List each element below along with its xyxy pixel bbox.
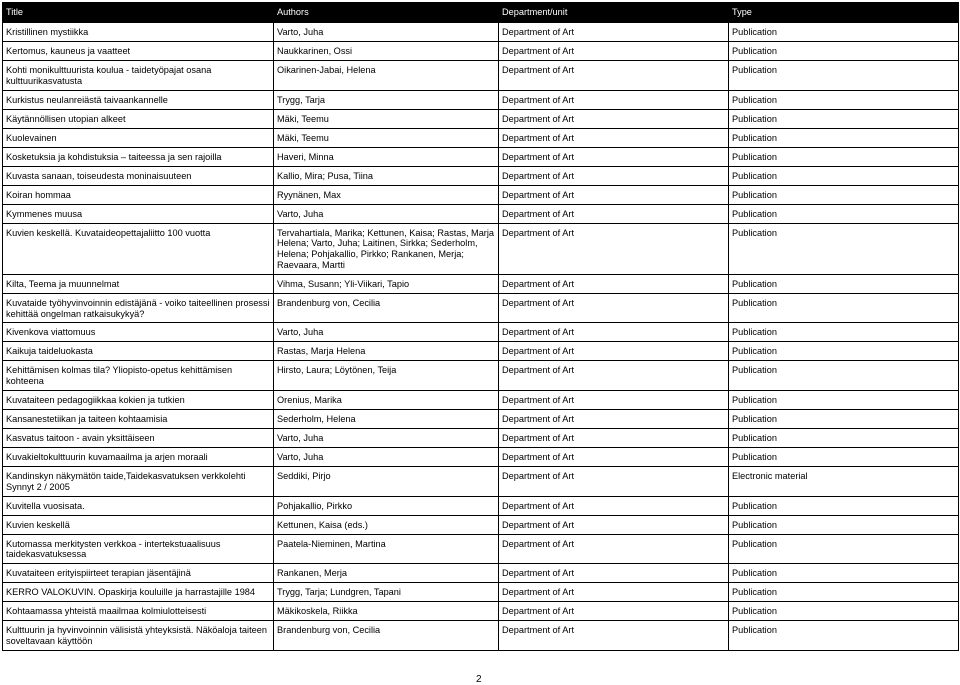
cell-authors: Tervahartiala, Marika; Kettunen, Kaisa; Rastas, Marja Helena; Varto, Juha; Laitinen, Sirkka; Sederholm, Helena; Pohjakallio, Pirkko; Rankanen, Merja; Raevaara, Martti <box>274 223 499 274</box>
cell-authors: Brandenburg von, Cecilia <box>274 621 499 651</box>
cell-title: Kansanestetiikan ja taiteen kohtaamisia <box>3 409 274 428</box>
cell-department: Department of Art <box>499 293 729 323</box>
cell-title: Kymmenes muusa <box>3 204 274 223</box>
cell-department: Department of Art <box>499 128 729 147</box>
cell-department: Department of Art <box>499 564 729 583</box>
column-header-department: Department/unit <box>499 3 729 23</box>
cell-type: Publication <box>729 390 959 409</box>
table-row <box>3 166 959 185</box>
cell-title: Kutomassa merkitysten verkkoa - intertekstuaalisuus taidekasvatuksessa <box>3 534 274 564</box>
cell-authors: Trygg, Tarja <box>274 90 499 109</box>
cell-title: Kaikuja taideluokasta <box>3 342 274 361</box>
cell-department: Department of Art <box>499 274 729 293</box>
cell-title: Kuvasta sanaan, toiseudesta moninaisuuteen <box>3 166 274 185</box>
cell-title: Kuvien keskellä. Kuvataideopettajaliitto 100 vuotta <box>3 223 274 274</box>
table-row <box>3 428 959 447</box>
cell-type: Publication <box>729 496 959 515</box>
cell-type: Publication <box>729 204 959 223</box>
cell-title: Kosketuksia ja kohdistuksia – taiteessa ja sen rajoilla <box>3 147 274 166</box>
table-row <box>3 602 959 621</box>
cell-title: Kandinskyn näkymätön taide,Taidekasvatuksen verkkolehti Synnyt 2 / 2005 <box>3 466 274 496</box>
cell-department: Department of Art <box>499 602 729 621</box>
cell-type: Publication <box>729 621 959 651</box>
cell-authors: Mäkikoskela, Riikka <box>274 602 499 621</box>
cell-type: Publication <box>729 447 959 466</box>
cell-department: Department of Art <box>499 361 729 391</box>
table-row <box>3 361 959 391</box>
cell-type: Publication <box>729 515 959 534</box>
column-header-type: Type <box>729 3 959 23</box>
cell-type: Publication <box>729 128 959 147</box>
cell-department: Department of Art <box>499 61 729 91</box>
column-header-authors: Authors <box>274 3 499 23</box>
cell-type: Publication <box>729 583 959 602</box>
table-row <box>3 409 959 428</box>
cell-department: Department of Art <box>499 515 729 534</box>
cell-type: Publication <box>729 428 959 447</box>
cell-authors: Varto, Juha <box>274 323 499 342</box>
table-row <box>3 90 959 109</box>
table-row <box>3 534 959 564</box>
cell-authors: Mäki, Teemu <box>274 128 499 147</box>
cell-type: Publication <box>729 147 959 166</box>
table-header-row <box>3 3 959 23</box>
cell-title: Kuvataiteen pedagogiikkaa kokien ja tutkien <box>3 390 274 409</box>
cell-department: Department of Art <box>499 447 729 466</box>
table-row <box>3 447 959 466</box>
cell-authors: Ryynänen, Max <box>274 185 499 204</box>
cell-title: Koiran hommaa <box>3 185 274 204</box>
table-row <box>3 583 959 602</box>
table-row <box>3 496 959 515</box>
cell-authors: Rankanen, Merja <box>274 564 499 583</box>
cell-title: Kuvitella vuosisata. <box>3 496 274 515</box>
cell-title: Kurkistus neulanreiästä taivaankannelle <box>3 90 274 109</box>
cell-title: Kilta, Teema ja muunnelmat <box>3 274 274 293</box>
cell-type: Publication <box>729 323 959 342</box>
cell-title: Kivenkova viattomuus <box>3 323 274 342</box>
cell-title: Kuolevainen <box>3 128 274 147</box>
cell-department: Department of Art <box>499 390 729 409</box>
cell-authors: Sederholm, Helena <box>274 409 499 428</box>
cell-title: Kohti monikulttuurista koulua - taidetyöpajat osana kulttuurikasvatusta <box>3 61 274 91</box>
cell-title: Kasvatus taitoon - avain yksittäiseen <box>3 428 274 447</box>
table-row <box>3 274 959 293</box>
cell-type: Publication <box>729 342 959 361</box>
cell-title: Kuvakieltokulttuurin kuvamaailma ja arjen moraali <box>3 447 274 466</box>
table-row <box>3 204 959 223</box>
cell-authors: Varto, Juha <box>274 23 499 42</box>
cell-department: Department of Art <box>499 204 729 223</box>
table-body <box>3 23 959 651</box>
cell-department: Department of Art <box>499 583 729 602</box>
cell-department: Department of Art <box>499 90 729 109</box>
cell-type: Electronic material <box>729 466 959 496</box>
cell-department: Department of Art <box>499 185 729 204</box>
cell-department: Department of Art <box>499 342 729 361</box>
cell-type: Publication <box>729 166 959 185</box>
results-table <box>2 2 959 651</box>
cell-authors: Varto, Juha <box>274 204 499 223</box>
cell-title: Kehittämisen kolmas tila? Yliopisto-opetus kehittämisen kohteena <box>3 361 274 391</box>
table-row <box>3 42 959 61</box>
cell-type: Publication <box>729 602 959 621</box>
cell-type: Publication <box>729 223 959 274</box>
cell-department: Department of Art <box>499 42 729 61</box>
cell-title: Kertomus, kauneus ja vaatteet <box>3 42 274 61</box>
cell-type: Publication <box>729 42 959 61</box>
cell-department: Department of Art <box>499 109 729 128</box>
cell-department: Department of Art <box>499 496 729 515</box>
cell-department: Department of Art <box>499 223 729 274</box>
cell-department: Department of Art <box>499 428 729 447</box>
cell-authors: Vihma, Susann; Yli-Viikari, Tapio <box>274 274 499 293</box>
cell-department: Department of Art <box>499 147 729 166</box>
cell-type: Publication <box>729 409 959 428</box>
cell-department: Department of Art <box>499 466 729 496</box>
cell-title: Kristillinen mystiikka <box>3 23 274 42</box>
cell-type: Publication <box>729 90 959 109</box>
table-row <box>3 185 959 204</box>
cell-authors: Haveri, Minna <box>274 147 499 166</box>
cell-title: Käytännöllisen utopian alkeet <box>3 109 274 128</box>
cell-authors: Kallio, Mira; Pusa, Tiina <box>274 166 499 185</box>
cell-department: Department of Art <box>499 621 729 651</box>
table-row <box>3 293 959 323</box>
cell-authors: Naukkarinen, Ossi <box>274 42 499 61</box>
table-row <box>3 564 959 583</box>
cell-title: Kulttuurin ja hyvinvoinnin välisistä yhteyksistä. Näköaloja taiteen soveltavaan käyttöön <box>3 621 274 651</box>
table-row <box>3 621 959 651</box>
cell-type: Publication <box>729 564 959 583</box>
table-row <box>3 61 959 91</box>
cell-department: Department of Art <box>499 534 729 564</box>
cell-department: Department of Art <box>499 409 729 428</box>
cell-department: Department of Art <box>499 23 729 42</box>
table-row <box>3 147 959 166</box>
cell-authors: Mäki, Teemu <box>274 109 499 128</box>
cell-authors: Varto, Juha <box>274 428 499 447</box>
cell-title: KERRO VALOKUVIN. Opaskirja kouluille ja harrastajille 1984 <box>3 583 274 602</box>
cell-authors: Varto, Juha <box>274 447 499 466</box>
cell-authors: Orenius, Marika <box>274 390 499 409</box>
cell-authors: Oikarinen-Jabai, Helena <box>274 61 499 91</box>
column-header-title: Title <box>3 3 274 23</box>
cell-authors: Paatela-Nieminen, Martina <box>274 534 499 564</box>
cell-type: Publication <box>729 274 959 293</box>
table-row <box>3 109 959 128</box>
cell-authors: Rastas, Marja Helena <box>274 342 499 361</box>
cell-department: Department of Art <box>499 323 729 342</box>
table-row <box>3 223 959 274</box>
cell-authors: Pohjakallio, Pirkko <box>274 496 499 515</box>
cell-title: Kuvataide työhyvinvoinnin edistäjänä - voiko taiteellinen prosessi kehittää ongelman ratkaisukykyä? <box>3 293 274 323</box>
cell-type: Publication <box>729 23 959 42</box>
cell-type: Publication <box>729 361 959 391</box>
table-row <box>3 466 959 496</box>
cell-title: Kuvien keskellä <box>3 515 274 534</box>
cell-authors: Brandenburg von, Cecilia <box>274 293 499 323</box>
table-row <box>3 23 959 42</box>
cell-authors: Seddiki, Pirjo <box>274 466 499 496</box>
cell-title: Kuvataiteen erityispiirteet terapian jäsentäjinä <box>3 564 274 583</box>
table-row <box>3 342 959 361</box>
cell-title: Kohtaamassa yhteistä maailmaa kolmiulotteisesti <box>3 602 274 621</box>
cell-type: Publication <box>729 61 959 91</box>
cell-type: Publication <box>729 185 959 204</box>
cell-authors: Trygg, Tarja; Lundgren, Tapani <box>274 583 499 602</box>
cell-type: Publication <box>729 109 959 128</box>
table-row <box>3 128 959 147</box>
table-row <box>3 323 959 342</box>
cell-department: Department of Art <box>499 166 729 185</box>
page-number: 2 <box>476 674 482 685</box>
cell-authors: Kettunen, Kaisa (eds.) <box>274 515 499 534</box>
table-row <box>3 515 959 534</box>
table-row <box>3 390 959 409</box>
cell-authors: Hirsto, Laura; Löytönen, Teija <box>274 361 499 391</box>
cell-type: Publication <box>729 534 959 564</box>
cell-type: Publication <box>729 293 959 323</box>
